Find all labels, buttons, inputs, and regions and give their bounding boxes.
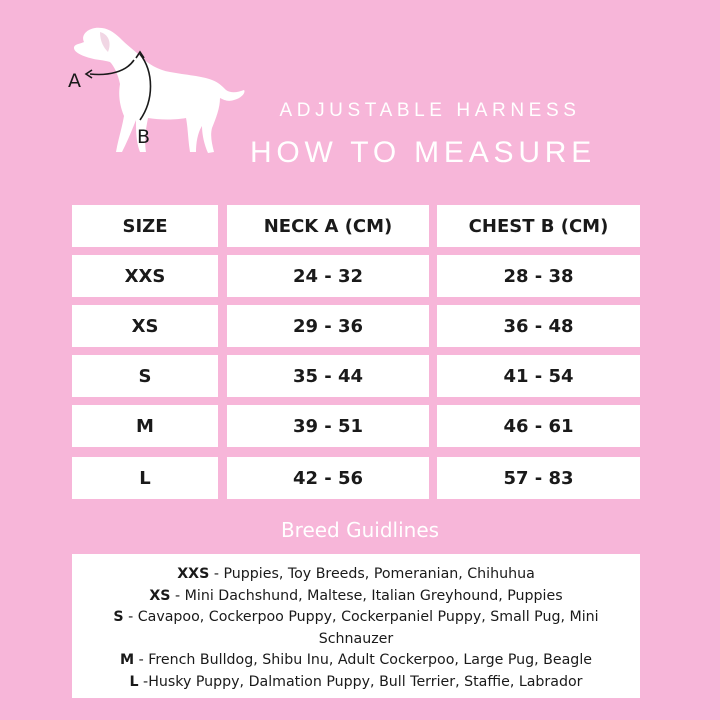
breed-guidelines-box xyxy=(72,554,640,698)
breed-sep: - xyxy=(134,652,149,668)
breed-size: XXS xyxy=(177,566,210,582)
breed-size: S xyxy=(113,609,124,625)
table-cell-neck: 42 - 56 xyxy=(227,457,429,499)
table-cell-size: S xyxy=(72,355,218,397)
breed-text: Husky Puppy, Dalmation Puppy, Bull Terrier, Staffie, Labrador xyxy=(148,673,583,690)
table-cell-chest: 57 - 83 xyxy=(437,457,640,499)
breed-size: L xyxy=(129,673,139,690)
breed-sep: - xyxy=(138,673,149,690)
header-chest: CHEST B (CM) xyxy=(437,205,640,247)
breed-line xyxy=(94,607,618,650)
header-neck: NECK A (CM) xyxy=(227,205,429,247)
table-cell-chest: 28 - 38 xyxy=(437,255,640,297)
measure-label-a: A xyxy=(68,70,81,92)
measure-label-b: B xyxy=(137,126,151,148)
breed-sep: - xyxy=(123,609,138,625)
table-cell-neck: 35 - 44 xyxy=(227,355,429,397)
breed-guidelines-title: Breed Guidlines xyxy=(280,518,440,542)
breed-line xyxy=(94,650,618,672)
breed-size: M xyxy=(120,652,135,668)
page-subtitle: ADJUSTABLE HARNESS xyxy=(279,100,581,121)
breed-text: Puppies, Toy Breeds, Pomeranian, Chihuhua xyxy=(223,566,535,582)
breed-line xyxy=(94,564,618,586)
breed-text: Cavapoo, Cockerpoo Puppy, Cockerpaniel Puppy, Small Pug, Mini Schnauzer xyxy=(137,609,599,647)
header-size: SIZE xyxy=(72,205,218,247)
table-cell-neck: 39 - 51 xyxy=(227,405,429,447)
breed-text: French Bulldog, Shibu Inu, Adult Cockerpoo, Large Pug, Beagle xyxy=(148,652,592,668)
table-cell-chest: 46 - 61 xyxy=(437,405,640,447)
table-cell-size: L xyxy=(72,457,218,499)
table-cell-chest: 36 - 48 xyxy=(437,305,640,347)
breed-size: XS xyxy=(149,587,171,604)
dog-silhouette-icon xyxy=(62,20,252,165)
table-cell-neck: 24 - 32 xyxy=(227,255,429,297)
breed-sep: - xyxy=(209,566,224,582)
table-cell-size: M xyxy=(72,405,218,447)
table-cell-chest: 41 - 54 xyxy=(437,355,640,397)
breed-text: Mini Dachshund, Maltese, Italian Greyhound, Puppies xyxy=(184,587,563,604)
table-cell-size: XS xyxy=(72,305,218,347)
breed-line xyxy=(94,672,618,694)
breed-sep: - xyxy=(170,587,185,604)
page-title: HOW TO MEASURE xyxy=(249,136,597,169)
breed-line xyxy=(94,586,618,608)
table-cell-size: XXS xyxy=(72,255,218,297)
table-cell-neck: 29 - 36 xyxy=(227,305,429,347)
